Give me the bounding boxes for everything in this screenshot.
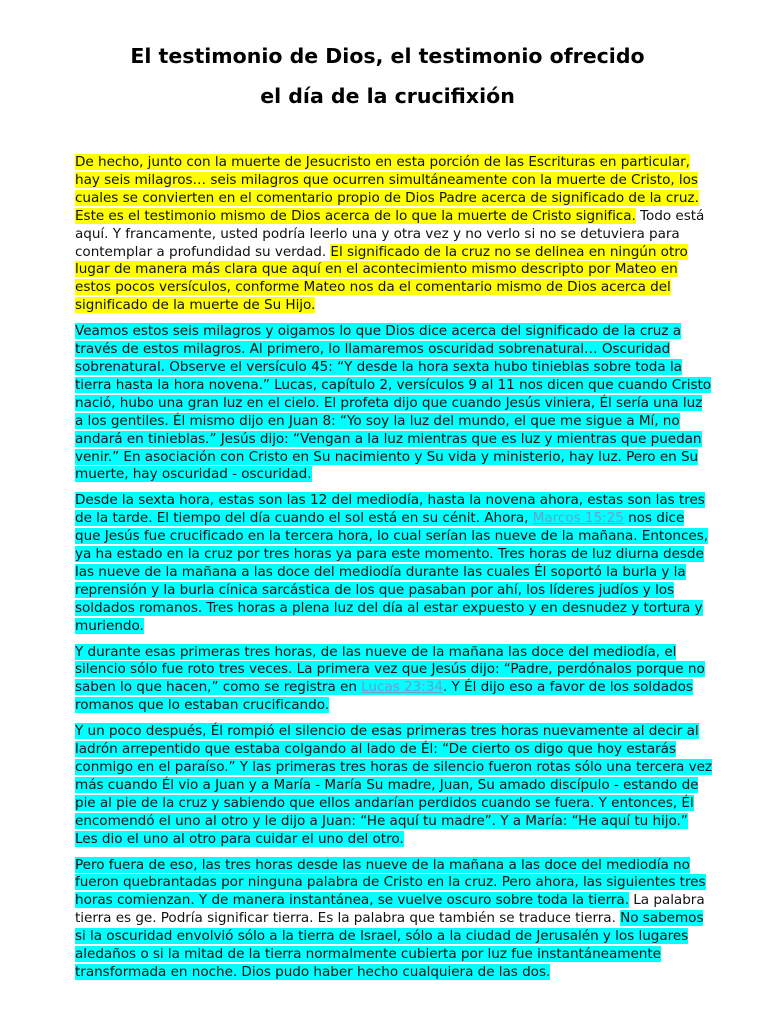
- highlighted-text-cyan: Veamos estos seis milagros y oigamos lo que Dios dice acerca del significado de la cruz a través de estos milagros. Al primero, lo llamaremos oscuridad sobrenatural… Oscuridad sobrenatural. Observe el versículo 45: “Y desde la hora sexta hubo tinieblas sobre toda la tierra hasta la hora novena.” Lucas, capítulo 2, versículos 9 al 11 nos dicen que cuando Cristo nació, hubo una gran luz en el cielo. El profeta dijo que cuando Jesús viniera, Él sería una luz a los gentiles. Él mismo dijo en Juan 8: “Yo soy la luz del mundo, el que me sigue a Mí, no andará en tinieblas.” Jesús dijo: “Vengan a la luz mientras que es luz y mientras que puedan venir.” En asociación con Cristo en Su nacimiento y Su vida y ministerio, hay luz. Pero en Su muerte, hay oscuridad - oscuridad.: [75, 323, 712, 483]
- paragraph-2: [75, 323, 712, 484]
- paragraph-6: [75, 857, 712, 982]
- paragraph-5: [75, 723, 712, 848]
- highlighted-text-yellow: De hecho, junto con la muerte de Jesucristo en esta porción de las Escrituras en particular, hay seis milagros… seis milagros que ocurren simultáneamente con la muerte de Cristo, los cuales se convierten en el comentario propio de Dios Padre acerca de significado de la cruz. Este es el testimonio mismo de Dios acerca de lo que la muerte de Cristo significa.: [75, 154, 699, 224]
- document-body: [75, 154, 712, 982]
- highlighted-text-cyan: . Y Él dijo eso a favor de los soldados romanos que lo estaban crucificando.: [75, 679, 693, 714]
- plain-text: La palabra tierra es ge. Podría significar tierra. Es la palabra que también se traduce tierra.: [75, 892, 705, 927]
- plain-text: Todo está aquí. Y francamente, usted podría leerlo una y otra vez y no verlo si no se detuviera para contemplar a profundidad su verdad.: [75, 207, 705, 260]
- highlighted-text-cyan: Desde la sexta hora, estas son las 12 del mediodía, hasta la novena ahora, estas son las tres de la tarde. El tiempo del día cuando el sol está en su cénit. Ahora,: [75, 492, 705, 527]
- scripture-link-marcos[interactable]: Marcos 15:25: [532, 510, 624, 527]
- paragraph-4: [75, 644, 712, 716]
- highlighted-text-yellow: El significado de la cruz no se delinea en ningún otro lugar de manera más clara que aquí en el acontecimiento mismo descripto por Mateo en estos pocos versículos, conforme Mateo nos da el comentario mismo de Dios acerca del significado de la muerte de Su Hijo.: [75, 243, 688, 314]
- highlighted-text-cyan: Pero fuera de eso, las tres horas desde las nueve de la mañana a las doce del mediodía no fueron quebrantadas por ninguna palabra de Cristo en la cruz. Pero ahora, las siguientes tres horas comienzan. Y de manera instantánea, se vuelve oscuro sobre toda la tierra.: [75, 856, 706, 909]
- scripture-link-lucas[interactable]: Lucas 23:34: [361, 679, 443, 696]
- highlighted-text-cyan: No sabemos si la oscuridad envolvió sólo a la tierra de Israel, sólo a la ciudad de Jerusalén y los lugares aledaños o si la mitad de la tierra normalmente cubierta por luz fue instantáneamente transformada en noche. Dios pudo haber hecho cualquiera de las dos.: [75, 910, 704, 980]
- highlighted-text-cyan: nos dice que Jesús fue crucificado en la tercera hora, lo cual serían las nueve de la mañana. Entonces, ya ha estado en la cruz por tres horas ya para este momento. Tres horas de luz diurna desde las nueve de la mañana a las doce del mediodía durante las cuales Él soportó la burla y la reprensión y la burla cínica sarcástica de los que pasaban por ahí, los líderes judíos y los soldados romanos. Tres horas a plena luz del día al estar expuesto y en desnudez y tortura y muriendo.: [75, 510, 709, 634]
- highlighted-text-cyan: Y un poco después, Él rompió el silencio de esas primeras tres horas nuevamente al decir al ladrón arrepentido que estaba colgando al lado de Él: “De cierto os digo que hoy estarás conmigo en el paraíso.” Y las primeras tres horas de silencio fueron rotas sólo una tercera vez más cuando Él vio a Juan y a María - María Su madre, Juan, Su amado discípulo - estando de pie al pie de la cruz y sabiendo que ellos andarían perdidos cuando se fuera. Y entonces, Él encomendó el uno al otro y le dijo a Juan: “He aquí tu madre”. Y a María: “He aquí tu hijo.” Les dio el uno al otro para cuidar el uno del otro.: [75, 723, 712, 847]
- title-line-2: el día de la crucifixión: [260, 84, 515, 108]
- title-line-1: El testimonio de Dios, el testimonio ofrecido: [130, 44, 645, 68]
- document-title: [75, 36, 712, 116]
- paragraph-1: [75, 154, 712, 315]
- paragraph-3: [75, 492, 712, 635]
- highlighted-text-cyan: Y durante esas primeras tres horas, de las nueve de la mañana las doce del mediodía, el silencio sólo fue roto tres veces. La primera vez que Jesús dijo: “Padre, perdónalos porque no saben lo que hacen,” como se registra en: [75, 643, 705, 696]
